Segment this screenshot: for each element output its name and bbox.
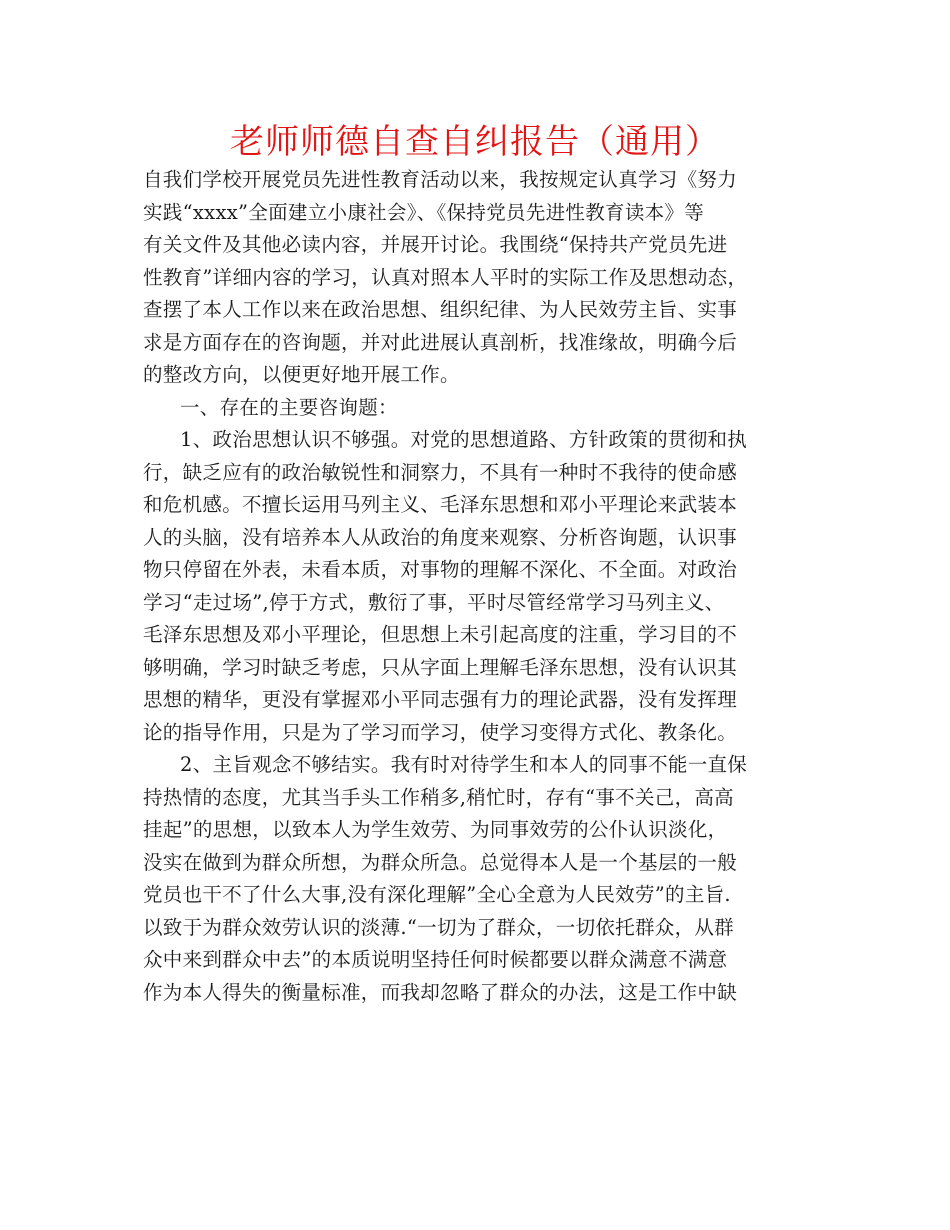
paragraph-line: 挂起”的思想，以致本人为学生效劳、为同事效劳的公仆认识淡化，: [143, 818, 728, 841]
paragraph-line: 有关文件及其他必读内容，并展开讨论。我围绕“保持共产党员先进: [143, 233, 728, 256]
paragraph-line: 求是方面存在的咨询题，并对此进展认真剖析，找准缘故，明确今后: [143, 330, 738, 354]
paragraph-line: 人的头脑，没有培养本人从政治的角度来观察、分析咨询题，认识事: [143, 525, 738, 549]
paragraph-line: 实践“xxxx”全面建立小康社会》、《保持党员先进性教育读本》等: [143, 200, 705, 224]
paragraph-line: 毛泽东思想及邓小平理论，但思想上未引起高度的注重，学习目的不: [143, 623, 738, 646]
paragraph-line: 作为本人得失的衡量标准，而我却忽略了群众的办法，这是工作中缺: [143, 980, 738, 1004]
paragraph-line: 够明确，学习时缺乏考虑，只从字面上理解毛泽东思想，没有认识其: [143, 655, 738, 679]
paragraph-line: 思想的精华，更没有掌握邓小平同志强有力的理论武器，没有发挥理: [143, 688, 738, 711]
paragraph-line: 行，缺乏应有的政治敏锐性和洞察力，不具有一种时不我待的使命感: [143, 460, 738, 484]
document-title: 老师师德自查自纠报告（通用）: [230, 122, 720, 162]
paragraph-line: 论的指导作用，只是为了学习而学习，使学习变得方式化、教条化。: [143, 720, 738, 744]
paragraph-line: 和危机感。不擅长运用马列主义、毛泽东思想和邓小平理论来武装本: [143, 493, 738, 516]
paragraph-line: 自我们学校开展党员先进性教育活动以来，我按规定认真学习《努力: [143, 168, 738, 191]
paragraph-line: 众中来到群众中去”的本质说明坚持任何时候都要以群众满意不满意: [143, 948, 728, 971]
paragraph-line: 没实在做到为群众所想，为群众所急。总觉得本人是一个基层的一般: [143, 850, 738, 874]
paragraph-line: 持热情的态度，尤其当手头工作稍多,稍忙时，存有“事不关己，高高: [143, 785, 734, 809]
paragraph-line: 以致于为群众效劳认识的淡薄.“一切为了群众，一切依托群众，从群: [143, 915, 734, 939]
paragraph-line: 党员也干不了什么大事,没有深化理解”全心全意为人民效劳”的主旨.: [143, 883, 731, 906]
paragraph-line: 1、政治思想认识不够强。对党的思想道路、方针政策的贯彻和执: [180, 428, 748, 451]
paragraph-line: 查摆了本人工作以来在政治思想、组织纪律、为人民效劳主旨、实事: [143, 298, 738, 321]
section-heading: 一、存在的主要咨询题：: [180, 395, 398, 419]
paragraph-line: 性教育”详细内容的学习，认真对照本人平时的实际工作及思想动态，: [143, 265, 748, 289]
paragraph-line: 2、主旨观念不够结实。我有时对待学生和本人的同事不能一直保: [180, 753, 748, 776]
paragraph-line: 物只停留在外表，未看本质，对事物的理解不深化、不全面。对政治: [143, 558, 738, 581]
paragraph-line: 的整改方向，以便更好地开展工作。: [143, 363, 460, 386]
paragraph-line: 学习“走过场”,停于方式，敷衍了事，平时尽管经常学习马列主义、: [143, 590, 725, 614]
document-body: [143, 164, 823, 1009]
